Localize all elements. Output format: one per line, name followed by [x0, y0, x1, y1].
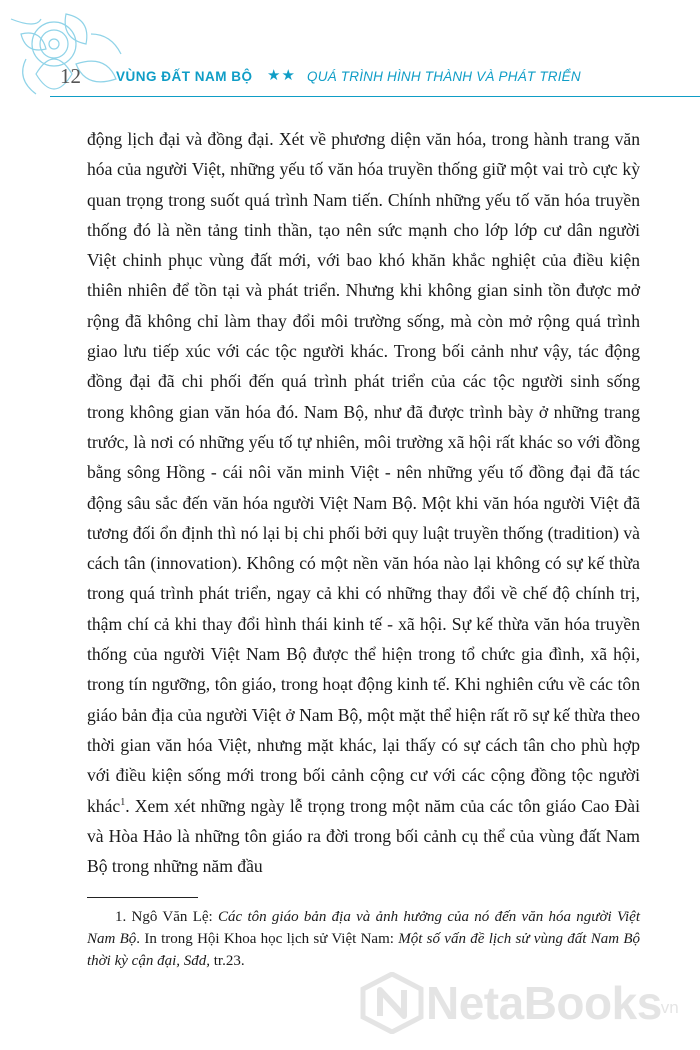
watermark-suffix: .vn: [656, 998, 679, 1017]
footnote-number: 1.: [115, 909, 127, 925]
running-header: [60, 60, 700, 96]
body-paragraph: [87, 124, 640, 881]
footnote-line: [87, 906, 640, 972]
body-text-tail: . Xem xét những ngày lễ trọng trong một năm của các tôn giáo Cao Đài và Hòa Hảo là những tôn giáo ra đời trong bối cảnh cụ thể của vùng đất Nam Bộ trong những năm đầu: [87, 795, 640, 877]
footnote-pages: tr.23.: [213, 953, 245, 969]
page-number: 12: [60, 64, 81, 88]
footnote: [87, 906, 640, 972]
footnote-author: Ngô Văn Lệ:: [131, 909, 213, 925]
footnote-title-2: Một số vấn đề lịch sử vùng đất Nam Bộ thời kỳ cận đại, Sđd,: [87, 931, 641, 969]
footnote-divider: [87, 897, 198, 898]
book-title: VÙNG ĐẤT NAM BỘ: [116, 69, 253, 84]
footnote-title-1: Các tôn giáo bản địa và ảnh hưởng của nó đến văn hóa người Việt Nam Bộ: [87, 909, 640, 947]
footnote-source: . In trong Hội Khoa học lịch sử Việt Nam:: [136, 931, 394, 947]
body-text-main: động lịch đại và đồng đại. Xét về phương diện văn hóa, trong hành trang văn hóa của người Việt, những yếu tố văn hóa truyền thống giữ một vai trò cực kỳ quan trọng trong suốt quá trình Nam tiến. Chính những yếu tố văn hóa truyền thống đó là nền tảng tinh thần, tạo nên sức mạnh cho lớp lớp cư dân người Việt chinh phục vùng đất mới, với bao khó khăn khắc nghiệt của điều kiện thiên nhiên để tồn tại và phát triển. Nhưng khi không gian sinh tồn được mở rộng đã không chỉ làm thay đổi môi trường sống, mà còn mở rộng quá trình giao lưu tiếp xúc với các tộc người khác. Trong bối cảnh như vậy, tác động đồng đại đã chi phối đến quá trình phát triển của các tộc người sinh sống trong không gian văn hóa đó. Nam Bộ, như đã được trình bày ở những trang trước, là nơi có những yếu tố tự nhiên, môi trường xã hội rất khác so với đồng bằng sông Hồng - cái nôi văn minh Việt - nên những yếu tố đồng đại đã tác động sâu sắc đến văn hóa người Việt Nam Bộ. Một khi văn hóa người Việt đã tương đối ổn định thì nó lại bị chi phối bởi quy luật truyền thống (tradition) và cách tân (innovation). Không có một nền văn hóa nào lại không có sự kế thừa trong quá trình phát triển, ngay cả khi có những thay đổi về chế độ chính trị, thậm chí cả khi thay đổi hình thái kinh tế - xã hội. Sự kế thừa văn hóa truyền thống của người Việt Nam Bộ được thể hiện trong tổ chức gia đình, xã hội, trong tín ngưỡng, tôn giáo, trong hoạt động kinh tế. Khi nghiên cứu về các tôn giáo bản địa của người Việt ở Nam Bộ, một mặt thể hiện rất rõ sự kế thừa theo thời gian văn hóa Việt, nhưng mặt khác, lại thấy có sự cách tân cho phù hợp với điều kiện sống mới trong bối cảnh cộng cư với các cộng đồng tộc người khác: [87, 129, 640, 816]
footnote-reference: 1: [120, 796, 126, 808]
star-separator-icon: ★★: [267, 66, 296, 84]
netabooks-watermark: [360, 972, 690, 1034]
book-subtitle: QUÁ TRÌNH HÌNH THÀNH VÀ PHÁT TRIỂN: [307, 69, 581, 84]
header-divider: [50, 96, 700, 97]
watermark-brand: NetaBooks: [426, 977, 662, 1029]
netabooks-logo-icon: [360, 972, 424, 1034]
